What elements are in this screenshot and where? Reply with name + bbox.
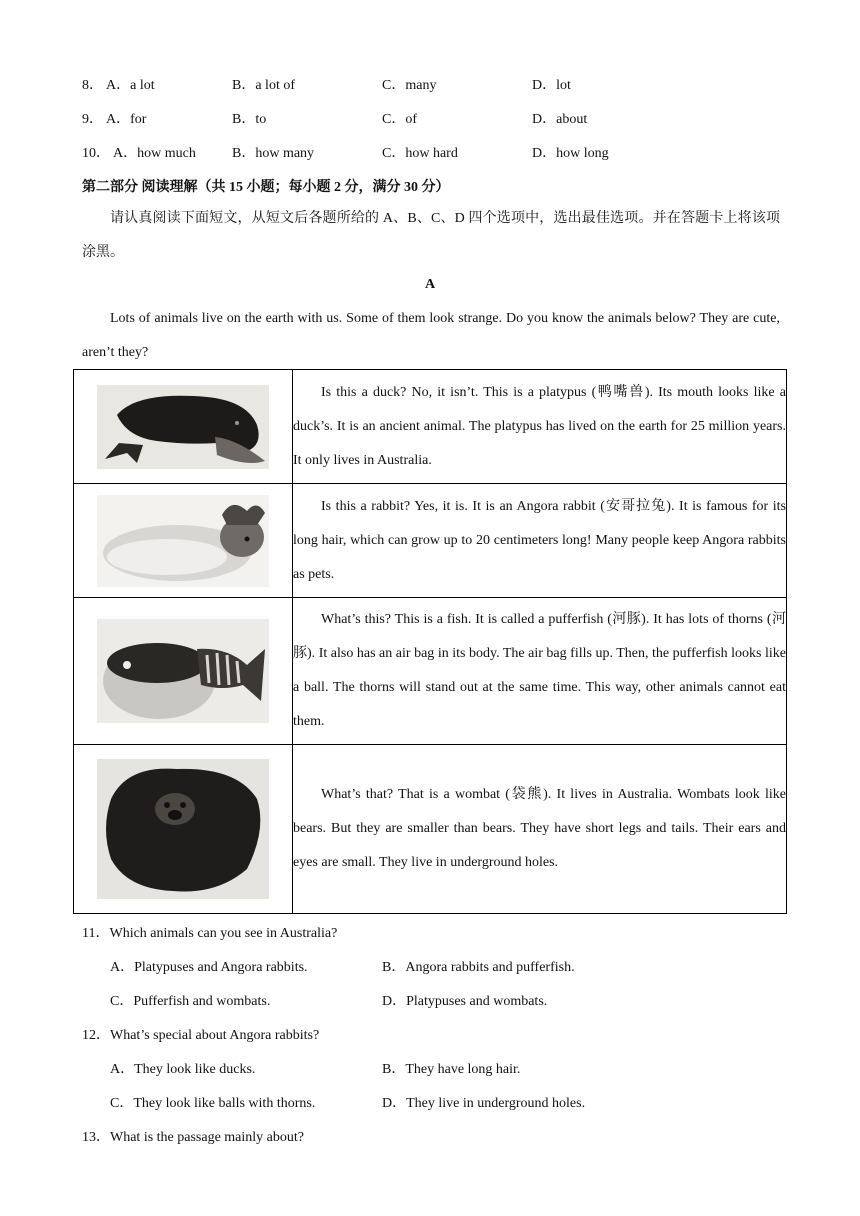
q11-option-b: B．Angora rabbits and pufferfish. (382, 960, 575, 975)
q11-stem: 11．Which animals can you see in Australia? (82, 926, 338, 941)
rabbit-description: Is this a rabbit? Yes, it is. It is an Angora rabbit (安哥拉兔). It is famous for its long hair, which can grow up to 20 centimeters long! Many people keep Angora rabbits as pets. (293, 498, 786, 582)
q10-option-c: C．how hard (382, 146, 458, 161)
q10-option-b: B．how many (232, 146, 315, 161)
q11-option-c: C．Pufferfish and wombats. (110, 994, 271, 1009)
q9-option-b: B．to (232, 112, 267, 127)
q9-option-c: C．of (382, 112, 417, 127)
platypus-image (97, 385, 269, 469)
instruction: 请认真阅读下面短文，从短文后各题所给的 A、B、C、D 四个选项中，选出最佳选项。并在答题卡上将该项涂黑。 (82, 211, 780, 260)
q9-option-d: D．about (532, 112, 588, 127)
animal-table (73, 369, 787, 914)
passage-intro: Lots of animals live on the earth with us. Some of them look strange. Do you know the animals below? They are cute, aren’t they? (82, 311, 780, 360)
q12-option-a: A．They look like ducks. (110, 1062, 256, 1077)
q12-option-b: B．They have long hair. (382, 1062, 521, 1077)
q10-option-d: D．how long (532, 146, 609, 161)
q8-option-c: C．many (382, 78, 437, 93)
wombat-image (97, 759, 269, 899)
q8-number: 8． (82, 78, 103, 93)
q12-stem: 12．What’s special about Angora rabbits? (82, 1028, 320, 1043)
q10-number: 10． (82, 146, 110, 161)
section-title: 第二部分 阅读理解（共 15 小题；每小题 2 分，满分 30 分） (82, 180, 450, 195)
passage-label: A (424, 277, 436, 292)
q8-option-a: A．a lot (106, 78, 155, 93)
q9-number: 9． (82, 112, 103, 127)
pufferfish-image (97, 619, 269, 723)
angora-rabbit-image (97, 495, 269, 587)
q10-option-a: A．how much (113, 146, 196, 161)
q9-option-a: A．for (106, 112, 147, 127)
animal-row-pufferfish (74, 598, 787, 745)
q12-option-c: C．They look like balls with thorns. (110, 1096, 316, 1111)
q8-option-d: D．lot (532, 78, 571, 93)
q13-stem: 13．What is the passage mainly about? (82, 1130, 304, 1145)
q11-option-a: A．Platypuses and Angora rabbits. (110, 960, 308, 975)
pufferfish-description: What’s this? This is a fish. It is called a pufferfish (河豚). It has lots of thorns (河豚). It also has an air bag in its body. The air bag fills up. Then, the pufferfish looks like a ball. The thorns will stand out at the same time. This way, other animals cannot eat them. (293, 612, 786, 729)
q12-option-d: D．They live in underground holes. (382, 1096, 586, 1111)
wombat-description: What’s that? That is a wombat (袋熊). It lives in Australia. Wombats look like bears. But they are smaller than bears. They have short legs and tails. Their ears and eyes are small. They live in underground holes. (293, 787, 786, 870)
animal-row-wombat (74, 745, 787, 914)
animal-row-platypus (74, 370, 787, 484)
platypus-description: Is this a duck? No, it isn’t. This is a platypus (鸭嘴兽). Its mouth looks like a duck’s. It is an ancient animal. The platypus has lived on the earth for 25 million years. It only lives in Australia. (293, 384, 786, 468)
animal-row-rabbit (74, 484, 787, 598)
q8-option-b: B．a lot of (232, 78, 295, 93)
q11-option-d: D．Platypuses and wombats. (382, 994, 548, 1009)
